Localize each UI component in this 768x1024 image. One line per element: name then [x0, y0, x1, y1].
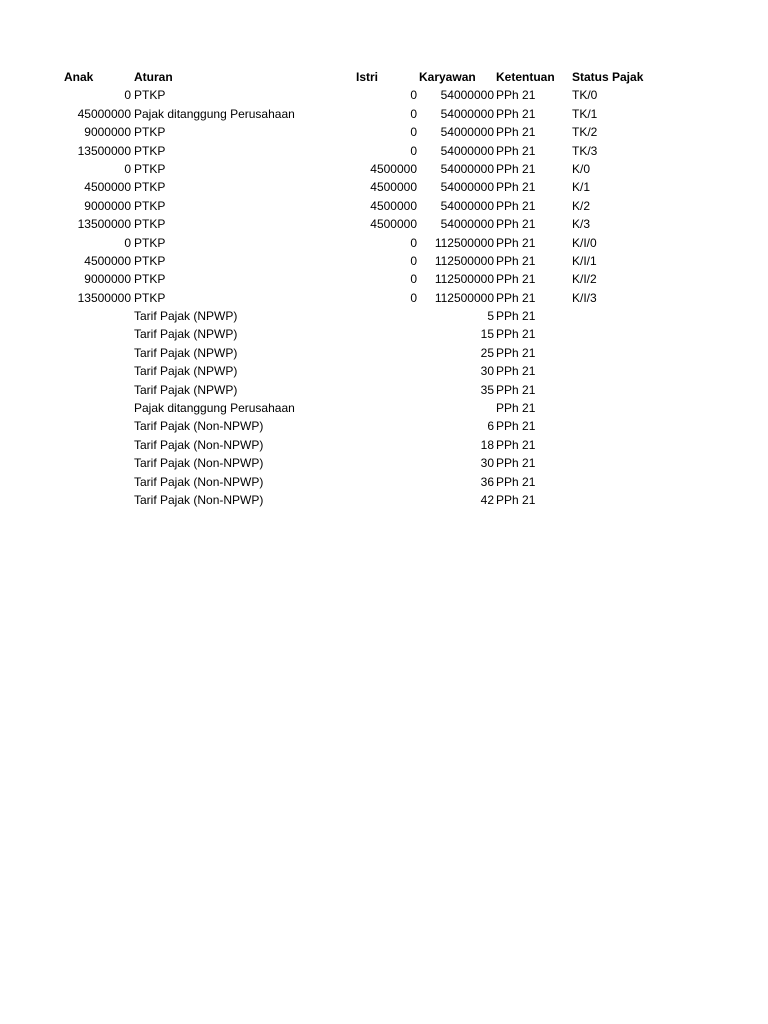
- cell-ketentuan: PPh 21: [496, 419, 536, 434]
- cell-status-pajak: TK/3: [572, 143, 598, 158]
- cell-status-pajak: TK/2: [572, 125, 598, 140]
- cell-istri: [356, 325, 417, 343]
- cell-karyawan: 54000000: [440, 106, 494, 121]
- table-row: [0, 105, 768, 123]
- table-row: [0, 234, 768, 252]
- cell-status-pajak: [572, 381, 682, 399]
- cell-karyawan: 112500000: [434, 272, 494, 287]
- table-row: [0, 86, 768, 104]
- cell-anak: 13500000: [77, 217, 131, 232]
- cell-anak: 9000000: [84, 125, 131, 140]
- cell-anak: [60, 344, 131, 362]
- cell-aturan: Tarif Pajak (Non-NPWP): [134, 492, 264, 507]
- cell-istri: 0: [410, 290, 417, 305]
- table-row: [0, 270, 768, 288]
- cell-istri: 0: [410, 272, 417, 287]
- cell-karyawan: 112500000: [434, 290, 494, 305]
- header-status-pajak: Status Pajak: [572, 70, 644, 84]
- cell-anak: [60, 436, 131, 454]
- table-row: [0, 215, 768, 233]
- cell-ketentuan: PPh 21: [496, 364, 536, 379]
- cell-anak: [60, 325, 131, 343]
- cell-anak: 9000000: [84, 272, 131, 287]
- cell-status-pajak: [572, 491, 682, 509]
- cell-aturan: PTKP: [134, 180, 166, 195]
- cell-anak: 4500000: [84, 180, 131, 195]
- table-row: [0, 123, 768, 141]
- cell-status-pajak: [572, 417, 682, 435]
- cell-aturan: PTKP: [134, 88, 166, 103]
- cell-aturan: PTKP: [134, 217, 166, 232]
- cell-anak: 9000000: [84, 198, 131, 213]
- table-row: [0, 399, 768, 417]
- cell-status-pajak: [572, 362, 682, 380]
- table-row: [0, 417, 768, 435]
- cell-ketentuan: PPh 21: [496, 180, 536, 195]
- cell-istri: [356, 307, 417, 325]
- cell-anak: [60, 417, 131, 435]
- cell-aturan: Tarif Pajak (NPWP): [134, 345, 238, 360]
- header-ketentuan: Ketentuan: [496, 70, 555, 84]
- cell-aturan: Tarif Pajak (Non-NPWP): [134, 474, 264, 489]
- cell-status-pajak: [572, 436, 682, 454]
- cell-status-pajak: [572, 399, 682, 417]
- cell-ketentuan: PPh 21: [496, 474, 536, 489]
- cell-anak: 13500000: [77, 290, 131, 305]
- table-row: [0, 160, 768, 178]
- cell-aturan: PTKP: [134, 198, 166, 213]
- cell-istri: 0: [410, 253, 417, 268]
- cell-aturan: Tarif Pajak (NPWP): [134, 382, 238, 397]
- cell-anak: 0: [124, 88, 131, 103]
- cell-anak: 45000000: [77, 106, 131, 121]
- cell-anak: [60, 381, 131, 399]
- cell-aturan: PTKP: [134, 143, 166, 158]
- table-row: [0, 307, 768, 325]
- cell-ketentuan: PPh 21: [496, 272, 536, 287]
- table-row: [0, 381, 768, 399]
- table-row: [0, 344, 768, 362]
- cell-status-pajak: K/2: [572, 198, 591, 213]
- cell-karyawan: 25: [480, 345, 494, 360]
- cell-status-pajak: [572, 473, 682, 491]
- cell-istri: [356, 362, 417, 380]
- table-row: [0, 454, 768, 472]
- cell-ketentuan: PPh 21: [496, 327, 536, 342]
- cell-istri: 4500000: [370, 161, 417, 176]
- cell-ketentuan: PPh 21: [496, 492, 536, 507]
- table-row: [0, 142, 768, 160]
- header-aturan: Aturan: [134, 70, 173, 84]
- cell-ketentuan: PPh 21: [496, 345, 536, 360]
- cell-status-pajak: [572, 325, 682, 343]
- cell-aturan: Tarif Pajak (Non-NPWP): [134, 437, 264, 452]
- cell-anak: 13500000: [77, 143, 131, 158]
- header-row: [0, 68, 768, 86]
- cell-karyawan: 6: [487, 419, 494, 434]
- cell-istri: [356, 417, 417, 435]
- cell-ketentuan: PPh 21: [496, 382, 536, 397]
- cell-status-pajak: K/0: [572, 161, 591, 176]
- cell-anak: [60, 399, 131, 417]
- cell-status-pajak: TK/0: [572, 88, 598, 103]
- cell-karyawan: 54000000: [440, 125, 494, 140]
- cell-status-pajak: K/I/3: [572, 290, 597, 305]
- cell-status-pajak: K/I/1: [572, 253, 597, 268]
- cell-karyawan: 54000000: [440, 180, 494, 195]
- cell-istri: 4500000: [370, 180, 417, 195]
- table-row: [0, 325, 768, 343]
- cell-karyawan: 15: [480, 327, 494, 342]
- cell-karyawan: 5: [487, 309, 494, 324]
- cell-karyawan: 30: [480, 364, 494, 379]
- cell-status-pajak: [572, 307, 682, 325]
- cell-status-pajak: TK/1: [572, 106, 598, 121]
- cell-anak: [60, 454, 131, 472]
- cell-karyawan: 112500000: [434, 235, 494, 250]
- cell-aturan: PTKP: [134, 235, 166, 250]
- cell-aturan: Tarif Pajak (NPWP): [134, 309, 238, 324]
- cell-anak: 0: [124, 235, 131, 250]
- cell-karyawan: 36: [480, 474, 494, 489]
- cell-ketentuan: PPh 21: [496, 161, 536, 176]
- table-row: [0, 197, 768, 215]
- cell-status-pajak: K/1: [572, 180, 591, 195]
- cell-aturan: PTKP: [134, 125, 166, 140]
- header-karyawan: Karyawan: [419, 70, 476, 84]
- cell-istri: [356, 344, 417, 362]
- table-body: [0, 86, 768, 509]
- cell-karyawan: 54000000: [440, 198, 494, 213]
- cell-status-pajak: [572, 454, 682, 472]
- cell-karyawan: 54000000: [440, 143, 494, 158]
- cell-ketentuan: PPh 21: [496, 401, 536, 416]
- cell-istri: 4500000: [370, 198, 417, 213]
- cell-ketentuan: PPh 21: [496, 253, 536, 268]
- cell-karyawan: 54000000: [440, 88, 494, 103]
- cell-istri: 0: [410, 106, 417, 121]
- cell-istri: [356, 454, 417, 472]
- cell-aturan: Tarif Pajak (NPWP): [134, 327, 238, 342]
- cell-karyawan: [419, 399, 494, 417]
- cell-aturan: PTKP: [134, 272, 166, 287]
- spreadsheet-table: [0, 68, 768, 509]
- cell-ketentuan: PPh 21: [496, 437, 536, 452]
- cell-anak: 4500000: [84, 253, 131, 268]
- cell-ketentuan: PPh 21: [496, 198, 536, 213]
- cell-status-pajak: K/I/2: [572, 272, 597, 287]
- cell-istri: [356, 381, 417, 399]
- table-row: [0, 473, 768, 491]
- cell-karyawan: 35: [480, 382, 494, 397]
- table-row: [0, 362, 768, 380]
- header-istri: Istri: [356, 70, 379, 84]
- cell-ketentuan: PPh 21: [496, 456, 536, 471]
- header-anak: Anak: [64, 70, 94, 84]
- cell-istri: 0: [410, 143, 417, 158]
- cell-istri: 4500000: [370, 217, 417, 232]
- table-row: [0, 289, 768, 307]
- table-row: [0, 436, 768, 454]
- cell-karyawan: 54000000: [440, 217, 494, 232]
- cell-anak: [60, 362, 131, 380]
- cell-istri: 0: [410, 88, 417, 103]
- cell-ketentuan: PPh 21: [496, 235, 536, 250]
- cell-istri: [356, 491, 417, 509]
- cell-karyawan: 30: [480, 456, 494, 471]
- cell-anak: [60, 473, 131, 491]
- cell-istri: [356, 399, 417, 417]
- cell-karyawan: 42: [480, 492, 494, 507]
- cell-anak: 0: [124, 161, 131, 176]
- cell-aturan: Tarif Pajak (Non-NPWP): [134, 456, 264, 471]
- cell-aturan: Pajak ditanggung Perusahaan: [134, 401, 295, 416]
- cell-karyawan: 18: [480, 437, 494, 452]
- cell-ketentuan: PPh 21: [496, 106, 536, 121]
- table-row: [0, 252, 768, 270]
- cell-ketentuan: PPh 21: [496, 217, 536, 232]
- cell-status-pajak: [572, 344, 682, 362]
- cell-istri: 0: [410, 235, 417, 250]
- cell-aturan: PTKP: [134, 253, 166, 268]
- cell-ketentuan: PPh 21: [496, 143, 536, 158]
- cell-status-pajak: K/3: [572, 217, 591, 232]
- cell-ketentuan: PPh 21: [496, 125, 536, 140]
- table-row: [0, 491, 768, 509]
- cell-anak: [60, 307, 131, 325]
- cell-ketentuan: PPh 21: [496, 290, 536, 305]
- cell-istri: [356, 436, 417, 454]
- cell-istri: [356, 473, 417, 491]
- cell-ketentuan: PPh 21: [496, 309, 536, 324]
- cell-aturan: PTKP: [134, 161, 166, 176]
- table-row: [0, 178, 768, 196]
- cell-aturan: Tarif Pajak (Non-NPWP): [134, 419, 264, 434]
- cell-karyawan: 54000000: [440, 161, 494, 176]
- cell-status-pajak: K/I/0: [572, 235, 597, 250]
- cell-aturan: Tarif Pajak (NPWP): [134, 364, 238, 379]
- cell-anak: [60, 491, 131, 509]
- cell-karyawan: 112500000: [434, 253, 494, 268]
- cell-istri: 0: [410, 125, 417, 140]
- cell-aturan: Pajak ditanggung Perusahaan: [134, 106, 295, 121]
- cell-ketentuan: PPh 21: [496, 88, 536, 103]
- cell-aturan: PTKP: [134, 290, 166, 305]
